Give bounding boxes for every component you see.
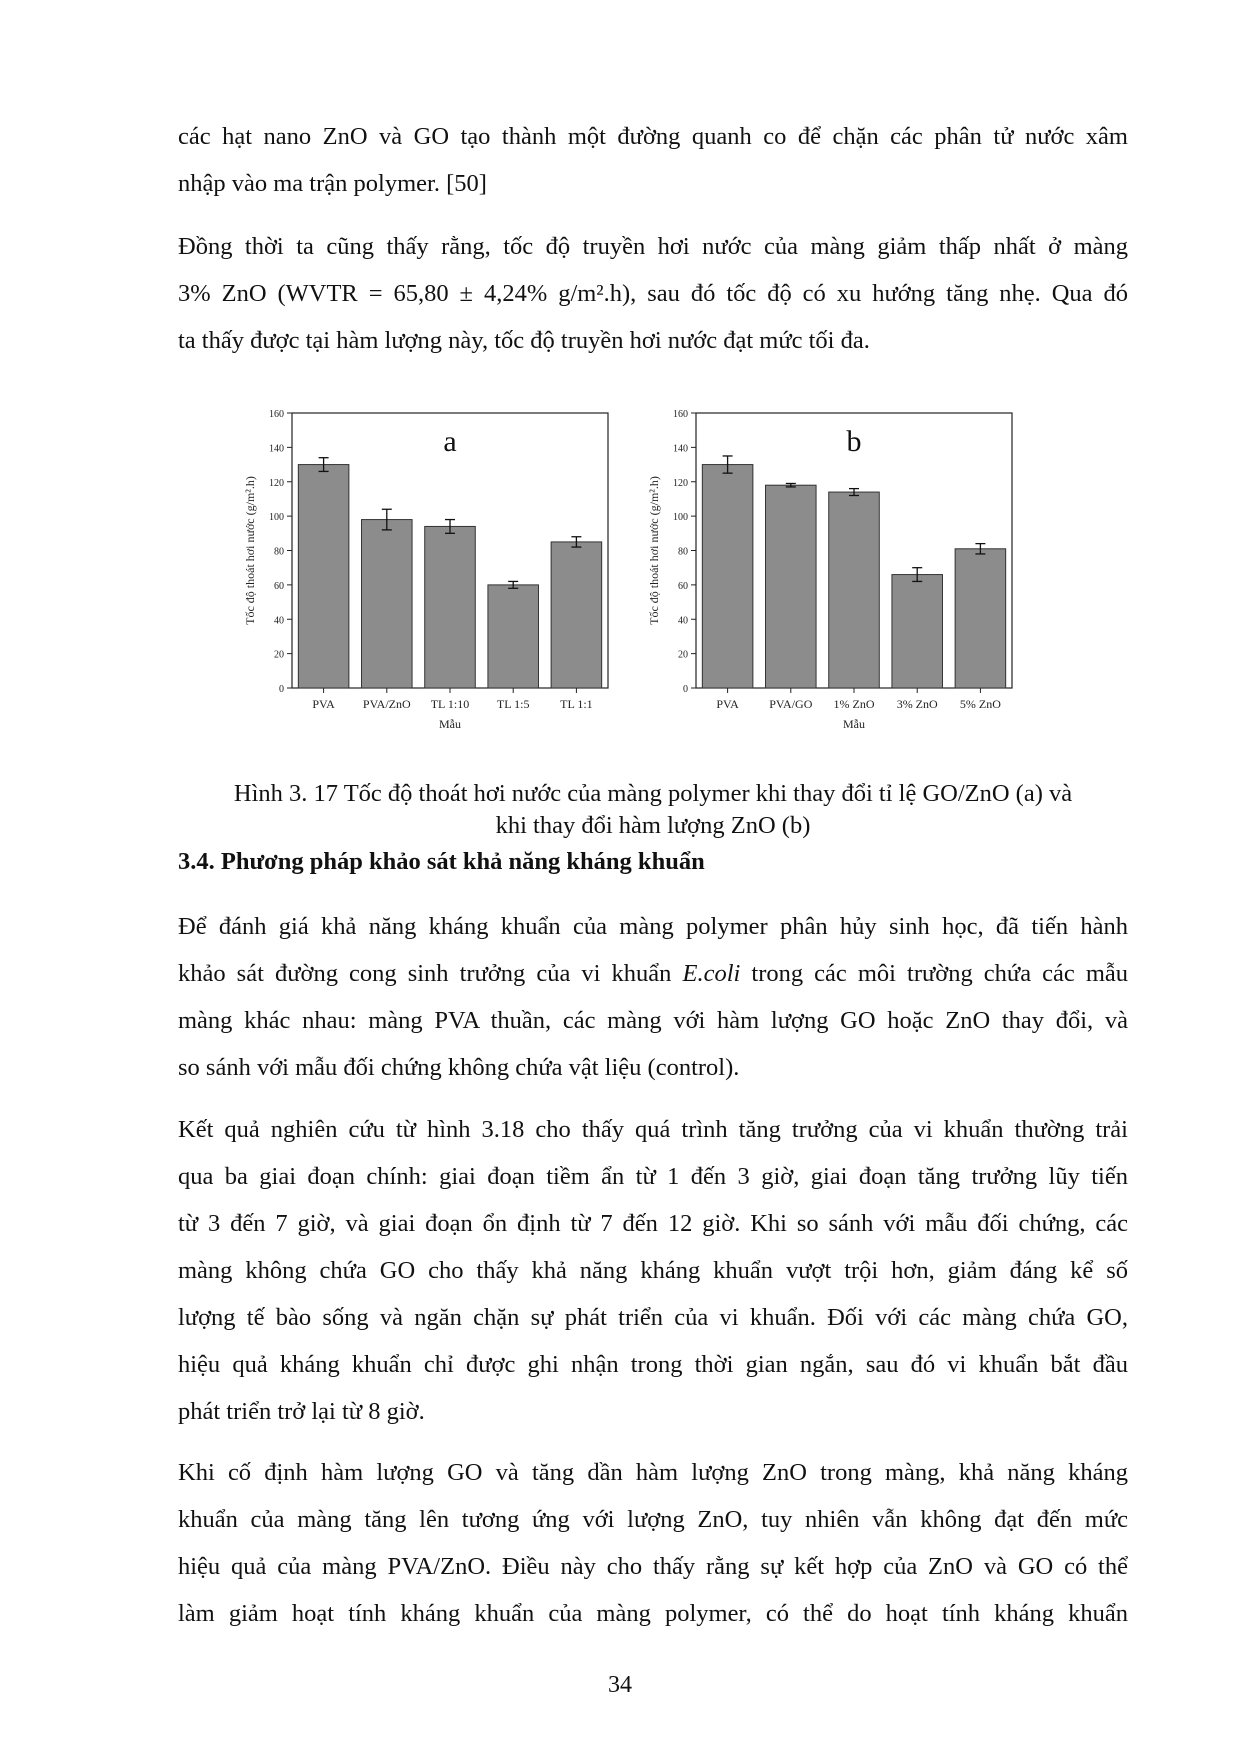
text-line: từ 3 đến 7 giờ, và giai đoạn ổn định từ 7 đến 12 giờ. Khi so sánh với mẫu đối chứng, các <box>178 1210 1128 1237</box>
panel-label: a <box>443 425 457 458</box>
y-tick-label: 140 <box>673 443 688 455</box>
bar <box>955 549 1006 688</box>
y-tick-label: 160 <box>673 409 688 420</box>
y-tick-label: 140 <box>269 443 284 455</box>
caption-line-1: Hình 3. 17 Tốc độ thoát hơi nước của màng polymer khi thay đổi tỉ lệ GO/ZnO (a) và <box>233 780 1073 807</box>
bar <box>702 465 753 688</box>
bar <box>551 542 602 688</box>
y-tick-label: 120 <box>269 477 284 489</box>
text-line: lượng tế bào sống và ngăn chặn sự phát triển của vi khuẩn. Đối với các màng chứa GO, <box>178 1304 1128 1331</box>
text-line: các hạt nano ZnO và GO tạo thành một đường quanh co để chặn các phân tử nước xâm <box>178 123 1128 150</box>
y-tick-label: 80 <box>274 546 284 558</box>
x-tick-label: TL 1:10 <box>430 697 470 711</box>
text-line: Để đánh giá khả năng kháng khuẩn của màng polymer phân hủy sinh học, đã tiến hành <box>178 913 1128 940</box>
text-line: làm giảm hoạt tính kháng khuẩn của màng polymer, có thể do hoạt tính kháng khuẩn <box>178 1600 1128 1627</box>
text-line: khuẩn của màng tăng lên tương ứng với lượng ZnO, tuy nhiên vẫn không đạt đến mức <box>178 1506 1128 1533</box>
paragraph-5 <box>178 1449 1128 1637</box>
x-tick-label: TL 1:1 <box>560 697 593 711</box>
text-line: Khi cố định hàm lượng GO và tăng dần hàm lượng ZnO trong màng, khả năng kháng <box>178 1459 1128 1486</box>
text-fragment: khảo sát đường cong sinh trưởng của vi khuẩn <box>178 960 683 987</box>
text-line <box>178 950 1128 997</box>
y-tick-label: 100 <box>269 512 284 524</box>
x-tick-label: PVA/ZnO <box>362 697 411 711</box>
bar <box>425 526 476 688</box>
figure-caption <box>178 778 1128 842</box>
text-line: Kết quả nghiên cứu từ hình 3.18 cho thấy quá trình tăng trưởng của vi khuẩn thường trải <box>178 1116 1128 1143</box>
text-line: qua ba giai đoạn chính: giai đoạn tiềm ẩn từ 1 đến 3 giờ, giai đoạn tăng trưởng lũy tiến <box>178 1163 1128 1190</box>
text-fragment: trong các môi trường chứa các mẫu <box>740 960 1128 987</box>
panel-label: b <box>846 425 862 458</box>
bar <box>298 465 349 688</box>
x-tick-label: 5% ZnO <box>959 697 1001 711</box>
text-line: màng khác nhau: màng PVA thuần, các màng với hàm lượng GO hoặc ZnO thay đổi, và <box>178 1007 1128 1034</box>
bar <box>488 585 539 688</box>
x-tick-label: PVA/GO <box>769 697 813 711</box>
y-tick-label: 0 <box>683 684 688 695</box>
x-axis-label: Mẫu <box>843 717 865 731</box>
text-line: so sánh với mẫu đối chứng không chứa vật liệu (control). <box>178 1054 740 1081</box>
text-line: Đồng thời ta cũng thấy rằng, tốc độ truyền hơi nước của màng giảm thấp nhất ở màng <box>178 233 1128 260</box>
text-line: ta thấy được tại hàm lượng này, tốc độ truyền hơi nước đạt mức tối đa. <box>178 327 870 354</box>
x-tick-label: 3% ZnO <box>896 697 938 711</box>
y-tick-label: 20 <box>678 649 688 661</box>
y-tick-label: 60 <box>678 580 688 592</box>
y-tick-label: 20 <box>274 649 284 661</box>
caption-line-2: khi thay đổi hàm lượng ZnO (b) <box>495 812 811 839</box>
section-heading: 3.4. Phương pháp khảo sát khả năng kháng khuẩn <box>178 848 705 875</box>
y-tick-label: 60 <box>274 580 284 592</box>
species-name: E.coli <box>682 960 741 987</box>
chart-panel-a <box>243 409 608 731</box>
page-number: 34 <box>608 1672 632 1698</box>
y-axis-label: Tốc độ thoát hơi nước (g/m².h) <box>647 476 661 625</box>
y-tick-label: 80 <box>678 546 688 558</box>
x-tick-label: TL 1:5 <box>496 697 530 711</box>
y-tick-label: 100 <box>673 512 688 524</box>
x-tick-label: PVA <box>716 697 739 711</box>
x-axis-label: Mẫu <box>439 717 461 731</box>
y-tick-label: 160 <box>269 409 284 420</box>
y-tick-label: 40 <box>274 615 284 627</box>
bar <box>766 485 817 688</box>
bar <box>829 492 880 688</box>
text-line: màng không chứa GO cho thấy khả năng kháng khuẩn vượt trội hơn, giảm đáng kể số <box>178 1257 1128 1284</box>
chart-panel-b <box>647 409 1012 731</box>
x-tick-label: 1% ZnO <box>833 697 875 711</box>
bar <box>892 575 943 688</box>
x-tick-label: PVA <box>312 697 335 711</box>
y-tick-label: 0 <box>279 684 284 695</box>
text-line: 3% ZnO (WVTR = 65,80 ± 4,24% g/m².h), sau đó tốc độ có xu hướng tăng nhẹ. Qua đó <box>178 280 1128 307</box>
y-tick-label: 40 <box>678 615 688 627</box>
bar <box>362 520 413 688</box>
text-line: nhập vào ma trận polymer. [50] <box>178 170 487 197</box>
y-tick-label: 120 <box>673 477 688 489</box>
figure-3-17 <box>230 405 1070 750</box>
text-line: hiệu quả của màng PVA/ZnO. Điều này cho thấy rằng sự kết hợp của ZnO và GO có thể <box>178 1553 1128 1580</box>
paragraph-4 <box>178 1106 1128 1435</box>
paragraph-2 <box>178 223 1128 364</box>
text-line: hiệu quả kháng khuẩn chỉ được ghi nhận trong thời gian ngắn, sau đó vi khuẩn bắt đầu <box>178 1351 1128 1378</box>
y-axis-label: Tốc độ thoát hơi nước (g/m².h) <box>243 476 257 625</box>
paragraph-1 <box>178 113 1128 207</box>
text-line: phát triển trở lại từ 8 giờ. <box>178 1398 425 1425</box>
paragraph-3 <box>178 903 1128 1091</box>
